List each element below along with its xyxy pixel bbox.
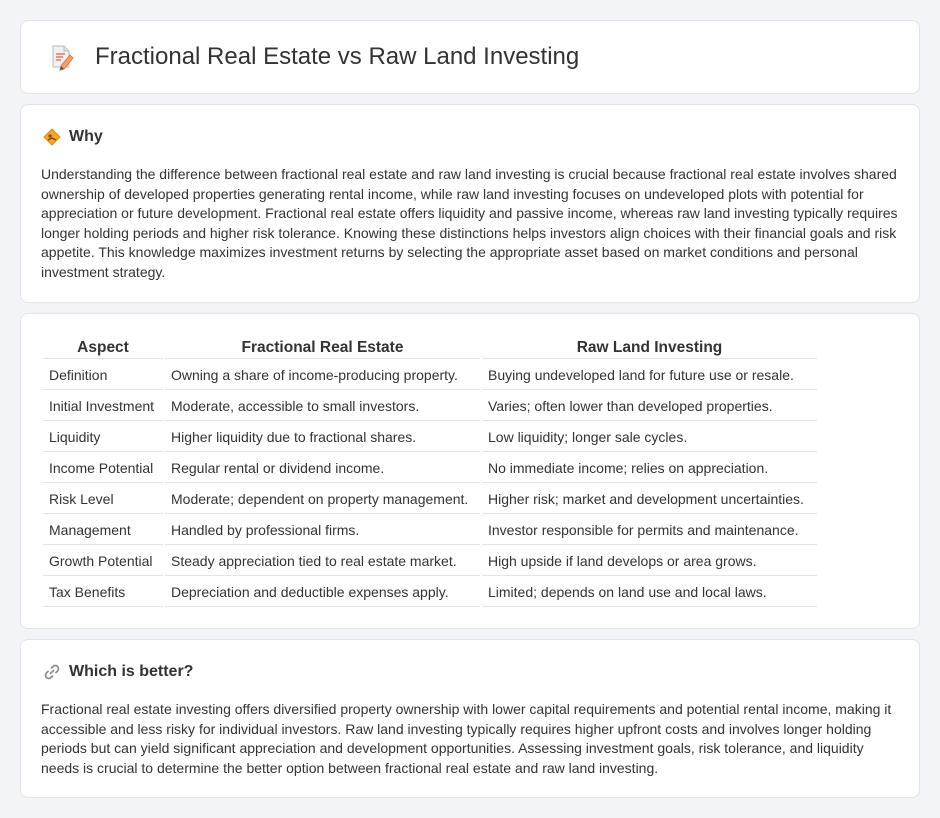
- which-is-better-section: [20, 639, 920, 798]
- table-row: [43, 547, 817, 576]
- row-raw-land: Investor responsible for permits and maintenance.: [482, 516, 817, 545]
- table-row: [43, 578, 817, 607]
- row-fractional: Moderate; dependent on property management.: [165, 485, 480, 514]
- table-row: [43, 392, 817, 421]
- table-row: [43, 454, 817, 483]
- row-aspect: Definition: [43, 361, 163, 390]
- row-fractional: Handled by professional firms.: [165, 516, 480, 545]
- row-raw-land: High upside if land develops or area grows.: [482, 547, 817, 576]
- header-fractional: Fractional Real Estate: [165, 337, 480, 359]
- comparison-section: [20, 313, 920, 629]
- row-aspect: Risk Level: [43, 485, 163, 514]
- row-aspect: Growth Potential: [43, 547, 163, 576]
- row-fractional: Higher liquidity due to fractional shares.: [165, 423, 480, 452]
- row-aspect: Tax Benefits: [43, 578, 163, 607]
- row-aspect: Income Potential: [43, 454, 163, 483]
- page-title: Fractional Real Estate vs Raw Land Investing: [95, 43, 580, 70]
- row-raw-land: Limited; depends on land use and local laws.: [482, 578, 817, 607]
- row-fractional: Depreciation and deductible expenses apply.: [165, 578, 480, 607]
- row-raw-land: Varies; often lower than developed properties.: [482, 392, 817, 421]
- table-row: [43, 423, 817, 452]
- row-fractional: Steady appreciation tied to real estate market.: [165, 547, 480, 576]
- title-row: [21, 21, 919, 93]
- why-section: [20, 104, 920, 303]
- row-aspect: Management: [43, 516, 163, 545]
- why-paragraph: Understanding the difference between fractional real estate and raw land investing is crucial because fractional real estate involves shared ownership of developed properties generating rental income, while raw land investing focuses on undeveloped plots with potential for appreciation or future development. Fractional real estate offers liquidity and passive income, whereas raw land investing typically requires longer holding periods and higher risk tolerance. Knowing these distinctions helps investors align choices with their financial goals and risk appetite. This knowledge maximizes investment returns by selecting the appropriate asset based on market conditions and personal investment strategy.: [41, 166, 898, 280]
- table-row: [43, 485, 817, 514]
- row-aspect: Liquidity: [43, 423, 163, 452]
- row-raw-land: No immediate income; relies on appreciation.: [482, 454, 817, 483]
- row-raw-land: Low liquidity; longer sale cycles.: [482, 423, 817, 452]
- diamond-sign-icon: [43, 128, 61, 146]
- table-header-row: [43, 337, 817, 359]
- table-row: [43, 516, 817, 545]
- header-raw-land: Raw Land Investing: [482, 337, 817, 359]
- why-heading: Why: [69, 128, 103, 145]
- row-raw-land: Buying undeveloped land for future use or resale.: [482, 361, 817, 390]
- comparison-table: [41, 335, 819, 609]
- row-fractional: Regular rental or dividend income.: [165, 454, 480, 483]
- header-aspect: Aspect: [43, 337, 163, 359]
- document-pencil-icon: [47, 43, 75, 71]
- better-heading: Which is better?: [69, 663, 194, 680]
- row-aspect: Initial Investment: [43, 392, 163, 421]
- better-paragraph: Fractional real estate investing offers diversified property ownership with lower capital requirements and potential rental income, making it accessible and less risky for individual investors. Raw land investing typically requires higher upfront costs and involves longer holding periods but can yield significant appreciation and development opportunities. Assessing investment goals, risk tolerance, and liquidity needs is crucial to determine the better option between fractional real estate and raw land investing.: [41, 701, 892, 776]
- row-fractional: Moderate, accessible to small investors.: [165, 392, 480, 421]
- better-header: [43, 663, 193, 681]
- link-icon: [43, 663, 61, 681]
- row-fractional: Owning a share of income-producing property.: [165, 361, 480, 390]
- row-raw-land: Higher risk; market and development uncertainties.: [482, 485, 817, 514]
- table-row: [43, 361, 817, 390]
- why-header: [43, 128, 103, 146]
- title-card: [20, 20, 920, 94]
